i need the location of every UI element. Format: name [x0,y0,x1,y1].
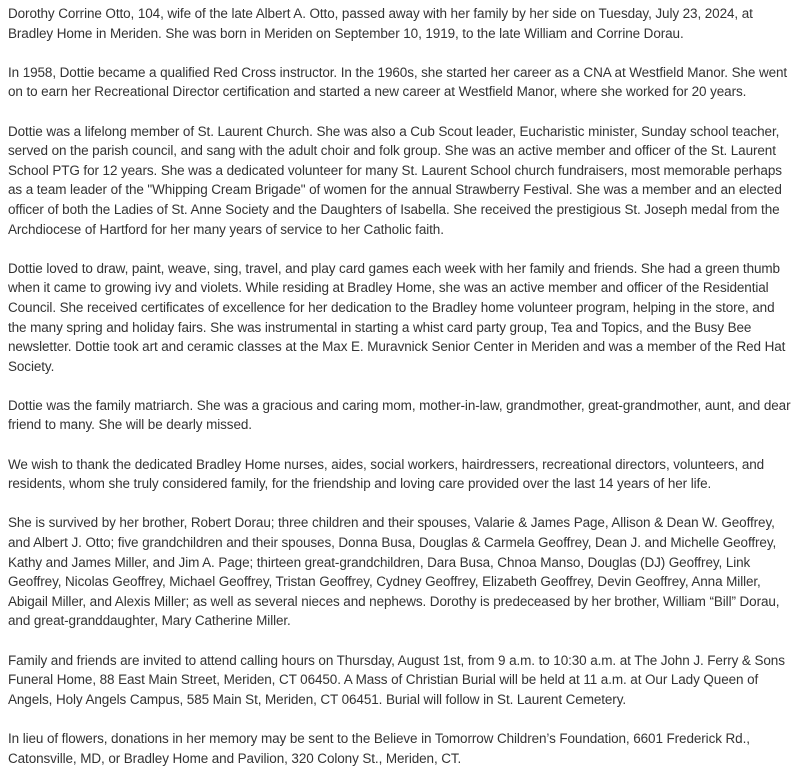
obituary-paragraph-services: Family and friends are invited to attend calling hours on Thursday, August 1st, from 9 a.m. to 10:30 a.m. at The John J. Ferry & Sons Funeral Home, 88 East Main Street, Meriden, CT 06450. A Mass of Christian Burial will be held at 11 a.m. at Our Lady Queen of Angels, Holy Angels Campus, 585 Main St, Meriden, CT 06451. Burial will follow in St. Laurent Cemetery. [8,652,785,707]
obituary-paragraph-family-matriarch: Dottie was the family matriarch. She was a gracious and caring mom, mother-in-law, grandmother, great-grandmother, aunt, and dear friend to many. She will be dearly missed. [8,397,791,433]
obituary-paragraph-thanks: We wish to thank the dedicated Bradley Home nurses, aides, social workers, hairdressers, recreational directors, volunteers, and residents, whom she truly considered family, for the friendship and loving care provided over the last 14 years of her life. [8,456,765,492]
obituary-paragraph-survivors: She is survived by her brother, Robert Dorau; three children and their spouses, Valarie & James Page, Allison & Dean W. Geoffrey, and Albert J. Otto; five grandchildren and their spouses, Donna Busa, Douglas & Carmela Geoffrey, Dean J. and Michelle Geoffrey, Kathy and James Miller, and Jim A. Page; thirteen great-grandchildren, Dara Busa, Chnoa Manso, Douglas (DJ) Geoffrey, Link Geoffrey, Nicolas Geoffrey, Michael Geoffrey, Tristan Geoffrey, Cydney Geoffrey, Elizabeth Geoffrey, Devin Geoffrey, Anna Miller, Abigail Miller, and Alexis Miller; as well as several nieces and nephews. Dorothy is predeceased by her brother, William “Bill” Dorau, and great-granddaughter, Mary Catherine Miller. [8,515,780,629]
obituary-paragraph-career: In 1958, Dottie became a qualified Red Cross instructor. In the 1960s, she started her career as a CNA at Westfield Manor. She went on to earn her Recreational Director certification and started a new career at Westfield Manor, where she worked for 20 years. [8,64,788,100]
obituary-paragraph-intro: Dorothy Corrine Otto, 104, wife of the late Albert A. Otto, passed away with her family by her side on Tuesday, July 23, 2024, at Bradley Home in Meriden. She was born in Meriden on September 10, 1919, to the late William and Corrine Dorau. [8,6,753,41]
obituary-paragraph-church: Dottie was a lifelong member of St. Laurent Church. She was also a Cub Scout leader, Eucharistic minister, Sunday school teacher, served on the parish council, and sang with the adult choir and folk group. She was an active member and officer of the St. Laurent School PTG for 12 years. She was a dedicated volunteer for many St. Laurent School church fundraisers, most memorable perhaps as a team leader of the "Whipping Cream Brigade" of women for the annual Strawberry Festival. She was a member and an elected officer of both the Ladies of St. Anne Society and the Daughters of Isabella. She received the prestigious St. Joseph medal from the Archdiocese of Hartford for her many years of service to her Catholic faith. [8,123,782,237]
obituary-paragraph-donations: In lieu of flowers, donations in her memory may be sent to the Believe in Tomorrow Children’s Foundation, 6601 Frederick Rd., Catonsville, MD, or Bradley Home and Pavilion, 320 Colony St., Meriden, CT. [8,730,750,766]
obituary-paragraph-hobbies: Dottie loved to draw, paint, weave, sing, travel, and play card games each week with her family and friends. She had a green thumb when it came to growing ivy and violets. While residing at Bradley Home, she was an active member and officer of the Residential Council. She received certificates of excellence for her dedication to the Bradley home volunteer program, helping in the store, and the many spring and holiday fairs. She was instrumental in starting a whist card party group, Tea and Topics, and the Busy Bee newsletter. Dottie took art and ceramic classes at the Max E. Muravnick Senior Center in Meriden and was a member of the Red Hat Society. [8,260,786,374]
